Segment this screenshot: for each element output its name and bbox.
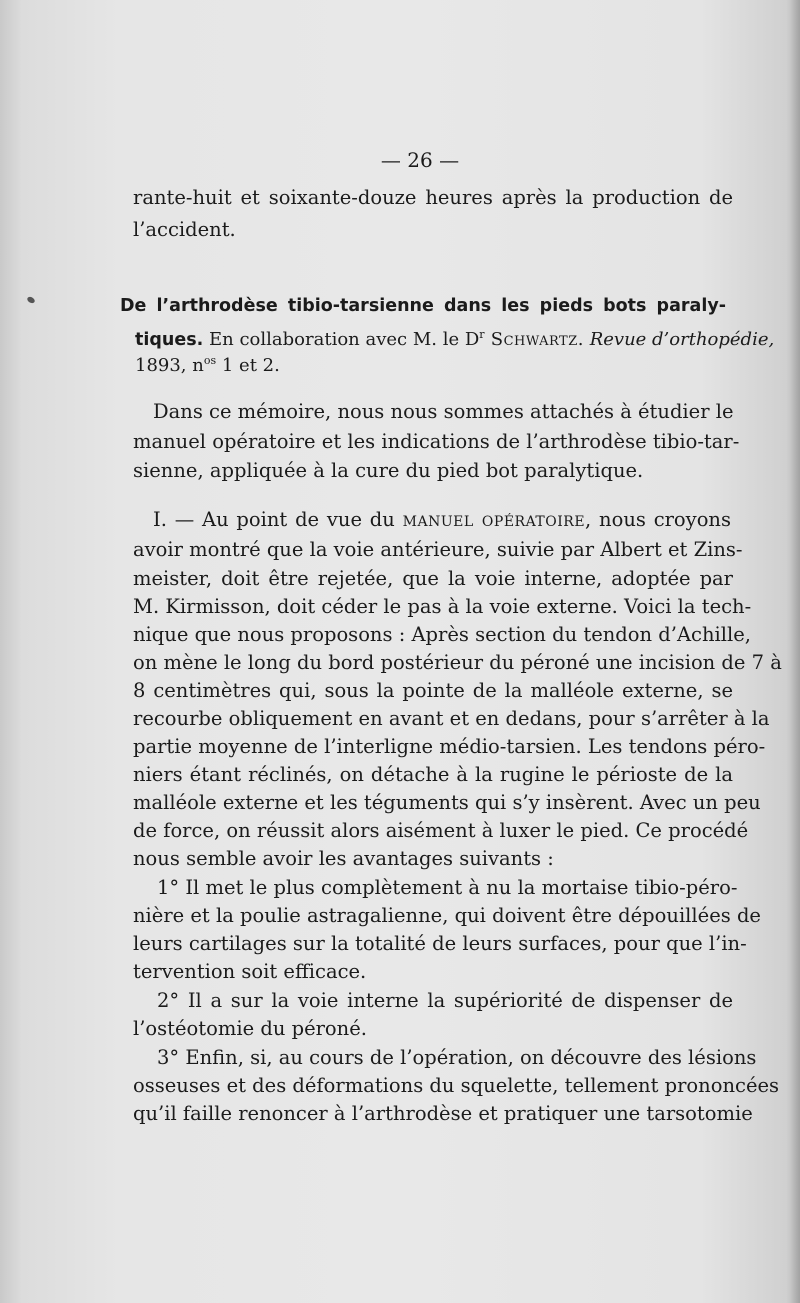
list-item-line: nière et la poulie astragalienne, qui doivent être dépouillées de [133,904,761,927]
paragraph-line: meister, doit être rejetée, que la voie interne, adoptée par [133,567,733,590]
section-topic: manuel opératoire [402,508,586,531]
entry-journal: Revue d’orthopédie, [583,329,775,350]
page-edge-shadow [786,0,800,1303]
list-item-line: 3° Enfin, si, au cours de l’opération, on découvre des lésions [157,1046,757,1069]
paragraph-line [153,507,731,533]
paragraph-line: recourbe obliquement en avant et en dedans, pour s’arrêter à la [133,707,770,730]
list-item-line: qu’il faille renoncer à l’arthrodèse et pratiquer une tarsotomie [133,1102,753,1125]
paragraph-line: nous semble avoir les avantages suivants : [133,847,554,870]
entry-issue: 1 et 2. [216,355,280,376]
paragraph-line: avoir montré que la voie antérieure, suivie par Albert et Zins- [133,538,743,561]
list-item-line: l’ostéotomie du péroné. [133,1017,367,1040]
paragraph-line: nique que nous proposons : Après section du tendon d’Achille, [133,623,751,646]
entry-title-line [120,294,726,318]
section-marker: I. — Au point de vue du [153,508,403,531]
list-item-line: 2° Il a sur la voie interne la supériorité de dispenser de [157,989,733,1012]
paragraph-line: partie moyenne de l’interligne médio-tarsien. Les tendons péro- [133,735,766,758]
paragraph-line: de force, on réussit alors aisément à luxer le pied. Ce procédé [133,819,749,842]
paragraph-line: on mène le long du bord postérieur du péroné une incision de 7 à [133,651,782,674]
list-item-line: tervention soit efficace. [133,960,367,983]
list-item-line: osseuses et des déformations du squelette, tellement prononcées [133,1074,780,1097]
entry-title-line [135,323,775,352]
entry-collaboration-sup: r [479,328,485,341]
paragraph-line: manuel opératoire et les indications de l’arthrodèse tibio-tar- [133,430,740,453]
paragraph-text: , nous croyons [585,508,731,531]
page-number: — 26 — [380,148,460,172]
ink-speck [26,296,36,305]
entry-coauthor: Schwartz. [484,329,584,350]
paragraph-line: malléole externe et les téguments qui s’y insèrent. Avec un peu [133,791,761,814]
list-item-line: 1° Il met le plus complètement à nu la mortaise tibio-péro- [157,876,738,899]
entry-collaboration: En collaboration avec M. le D [203,329,480,350]
paragraph-line: sienne, appliquée à la cure du pied bot paralytique. [133,459,644,482]
paragraph-line: 8 centimètres qui, sous la pointe de la malléole externe, se [133,679,733,702]
entry-year: 1893, n [135,355,204,376]
paragraph-line: M. Kirmisson, doit céder le pas à la voie externe. Voici la tech- [133,595,752,618]
entry-issue-sup: os [203,354,217,367]
list-item-line: leurs cartilages sur la totalité de leurs surfaces, pour que l’in- [133,932,747,955]
entry-title: De l’arthrodèse tibio-tarsienne dans les pieds bots paraly- [120,296,726,316]
entry-title-end: tiques. [135,330,204,350]
intro-line: l’accident. [133,218,236,241]
paragraph-line: Dans ce mémoire, nous nous sommes attachés à étudier le [153,400,734,423]
intro-line: rante-huit et soixante-douze heures après la production de [133,186,733,209]
paragraph-line: niers étant réclinés, on détache à la rugine le périoste de la [133,763,733,786]
entry-issue-line [135,349,280,378]
